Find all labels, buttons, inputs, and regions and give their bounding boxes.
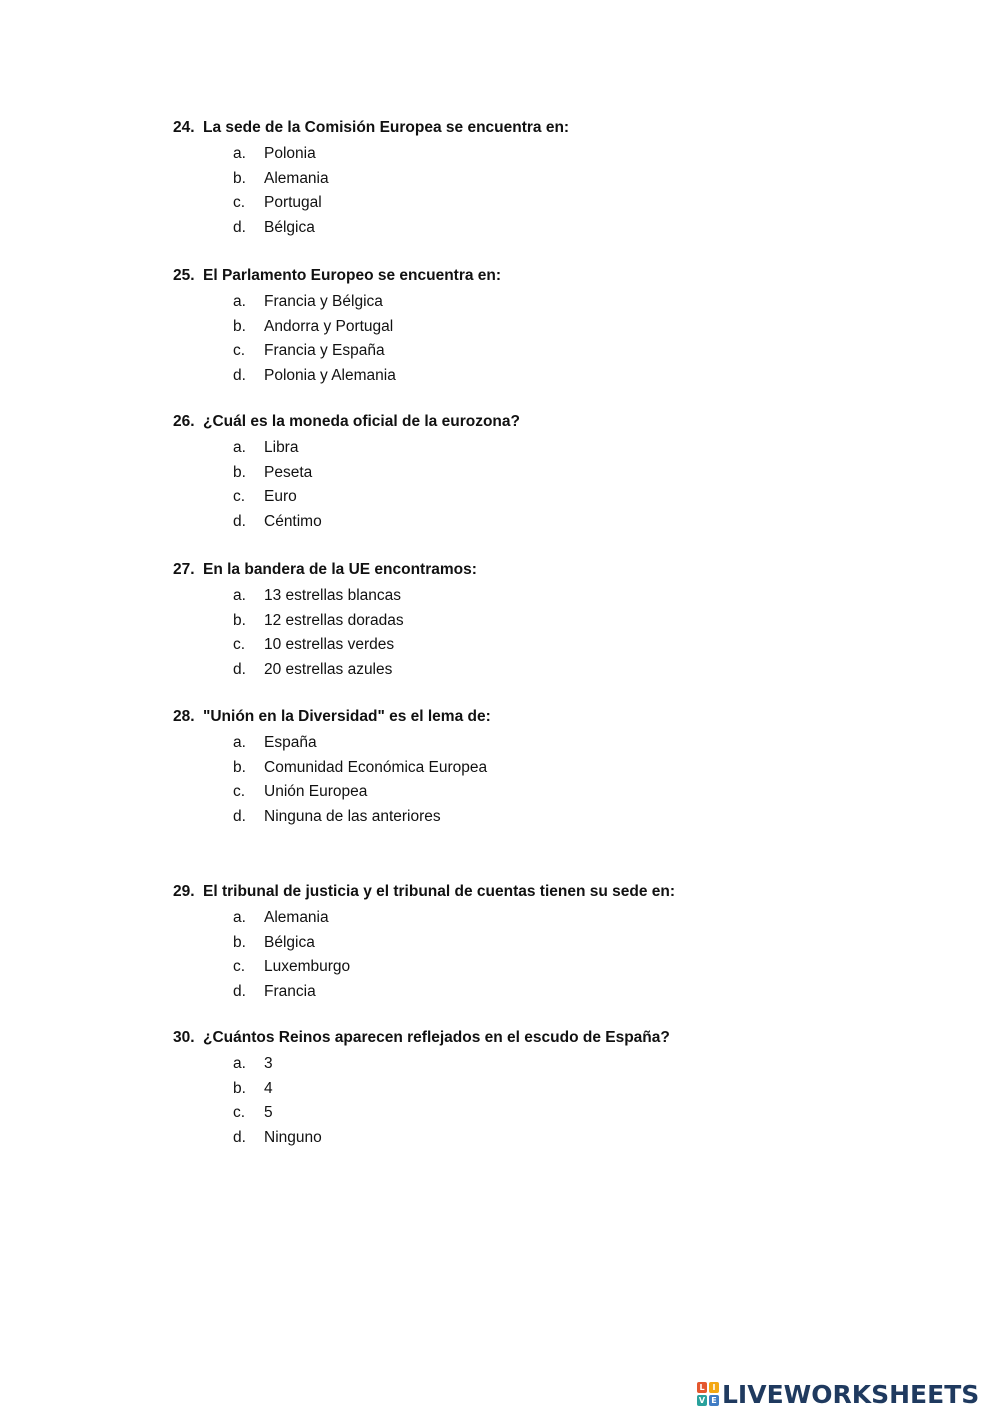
options-list bbox=[173, 142, 933, 240]
option-letter: d. bbox=[233, 366, 246, 384]
question-title bbox=[173, 882, 933, 902]
option-letter: d. bbox=[233, 1128, 246, 1146]
option-d[interactable] bbox=[173, 510, 933, 535]
option-letter: b. bbox=[233, 317, 246, 335]
option-text: 4 bbox=[264, 1079, 273, 1097]
option-c[interactable] bbox=[173, 485, 933, 510]
options-list bbox=[173, 584, 933, 682]
option-letter: d. bbox=[233, 218, 246, 236]
option-text: 13 estrellas blancas bbox=[264, 587, 401, 604]
option-text: Libra bbox=[264, 439, 299, 456]
option-text: Alemania bbox=[264, 909, 329, 926]
option-a[interactable] bbox=[173, 906, 933, 931]
question-title bbox=[173, 118, 933, 138]
option-a[interactable] bbox=[173, 290, 933, 315]
option-a[interactable] bbox=[173, 436, 933, 461]
option-c[interactable] bbox=[173, 633, 933, 658]
option-d[interactable] bbox=[173, 216, 933, 241]
question-26 bbox=[173, 412, 933, 534]
question-text: La sede de la Comisión Europea se encuentra en: bbox=[203, 119, 570, 136]
option-text: Ninguno bbox=[264, 1128, 322, 1146]
logo-tile-icon: I bbox=[709, 1382, 719, 1393]
option-text: Luxemburgo bbox=[264, 958, 351, 976]
option-letter: a. bbox=[233, 145, 246, 162]
options-list bbox=[173, 1052, 933, 1150]
option-b[interactable] bbox=[173, 461, 933, 486]
option-letter: c. bbox=[233, 783, 246, 801]
liveworksheets-logo[interactable] bbox=[697, 1378, 979, 1410]
option-d[interactable] bbox=[173, 364, 933, 389]
question-number: 24. bbox=[173, 119, 195, 136]
option-letter: a. bbox=[233, 293, 246, 310]
logo-tile-icon: L bbox=[697, 1382, 707, 1393]
question-number: 26. bbox=[173, 413, 195, 430]
question-number: 28. bbox=[173, 708, 195, 725]
question-title bbox=[173, 266, 933, 286]
option-text: Euro bbox=[264, 488, 297, 506]
option-letter: c. bbox=[233, 636, 246, 654]
option-text: Céntimo bbox=[264, 512, 322, 530]
option-letter: a. bbox=[233, 734, 246, 751]
option-c[interactable] bbox=[173, 780, 933, 805]
option-letter: c. bbox=[233, 194, 246, 212]
option-text: 12 estrellas doradas bbox=[264, 611, 404, 629]
option-c[interactable] bbox=[173, 1101, 933, 1126]
option-letter: a. bbox=[233, 587, 246, 604]
option-letter: c. bbox=[233, 1104, 246, 1122]
option-b[interactable] bbox=[173, 756, 933, 781]
option-letter: c. bbox=[233, 958, 246, 976]
option-text: Portugal bbox=[264, 194, 322, 212]
option-text: Bélgica bbox=[264, 933, 315, 951]
logo-tile-icon: E bbox=[709, 1395, 719, 1406]
question-text: En la bandera de la UE encontramos: bbox=[203, 561, 477, 578]
question-25 bbox=[173, 266, 933, 388]
option-a[interactable] bbox=[173, 142, 933, 167]
option-letter: b. bbox=[233, 1079, 246, 1097]
option-letter: a. bbox=[233, 1055, 246, 1072]
option-text: 3 bbox=[264, 1055, 273, 1072]
question-29 bbox=[173, 882, 933, 1004]
option-b[interactable] bbox=[173, 167, 933, 192]
option-a[interactable] bbox=[173, 1052, 933, 1077]
option-d[interactable] bbox=[173, 1126, 933, 1151]
option-letter: d. bbox=[233, 807, 246, 825]
option-letter: c. bbox=[233, 342, 246, 360]
option-text: 5 bbox=[264, 1104, 273, 1122]
option-letter: b. bbox=[233, 169, 246, 187]
option-d[interactable] bbox=[173, 805, 933, 830]
option-b[interactable] bbox=[173, 1077, 933, 1102]
question-number: 27. bbox=[173, 561, 195, 578]
option-text: Andorra y Portugal bbox=[264, 317, 394, 335]
option-text: Alemania bbox=[264, 169, 329, 187]
option-text: Polonia y Alemania bbox=[264, 366, 396, 384]
option-b[interactable] bbox=[173, 931, 933, 956]
logo-tile-icon: V bbox=[698, 1396, 706, 1405]
option-text: Unión Europea bbox=[264, 783, 368, 801]
option-text: Francia y España bbox=[264, 342, 385, 360]
option-a[interactable] bbox=[173, 584, 933, 609]
option-c[interactable] bbox=[173, 191, 933, 216]
option-b[interactable] bbox=[173, 609, 933, 634]
question-title bbox=[173, 412, 933, 432]
question-text: El Parlamento Europeo se encuentra en: bbox=[203, 267, 502, 284]
option-letter: b. bbox=[233, 758, 246, 776]
options-list bbox=[173, 290, 933, 388]
option-text: Comunidad Económica Europea bbox=[264, 758, 488, 776]
options-list bbox=[173, 436, 933, 534]
option-letter: a. bbox=[233, 439, 246, 456]
options-list bbox=[173, 731, 933, 829]
option-text: Ninguna de las anteriores bbox=[264, 807, 441, 825]
option-text: Bélgica bbox=[264, 218, 315, 236]
question-text: ¿Cuántos Reinos aparecen reflejados en el escudo de España? bbox=[203, 1029, 670, 1046]
option-letter: d. bbox=[233, 512, 246, 530]
question-24 bbox=[173, 118, 933, 240]
logo-text: LIVEWORKSHEETS bbox=[722, 1379, 980, 1409]
option-a[interactable] bbox=[173, 731, 933, 756]
options-list bbox=[173, 906, 933, 1004]
question-number: 29. bbox=[173, 883, 195, 900]
option-c[interactable] bbox=[173, 955, 933, 980]
question-title bbox=[173, 707, 933, 727]
question-30 bbox=[173, 1028, 933, 1150]
option-text: España bbox=[264, 734, 317, 751]
option-b[interactable] bbox=[173, 315, 933, 340]
option-text: Francia y Bélgica bbox=[264, 293, 383, 310]
option-c[interactable] bbox=[173, 339, 933, 364]
option-text: 10 estrellas verdes bbox=[264, 636, 395, 654]
option-d[interactable] bbox=[173, 980, 933, 1005]
option-text: Francia bbox=[264, 982, 316, 1000]
question-number: 25. bbox=[173, 267, 195, 284]
question-title bbox=[173, 560, 933, 580]
question-text: ¿Cuál es la moneda oficial de la eurozona? bbox=[203, 413, 520, 430]
liveworksheets-logo-icon bbox=[697, 1382, 719, 1406]
option-letter: c. bbox=[233, 488, 246, 506]
option-text: Polonia bbox=[264, 145, 316, 162]
option-letter: d. bbox=[233, 982, 246, 1000]
option-letter: d. bbox=[233, 660, 246, 678]
option-text: 20 estrellas azules bbox=[264, 660, 393, 678]
option-letter: b. bbox=[233, 933, 246, 951]
option-letter: b. bbox=[233, 463, 246, 481]
option-letter: a. bbox=[233, 909, 246, 926]
question-27 bbox=[173, 560, 933, 682]
question-text: El tribunal de justicia y el tribunal de cuentas tienen su sede en: bbox=[203, 883, 676, 900]
option-d[interactable] bbox=[173, 658, 933, 683]
question-28 bbox=[173, 707, 933, 829]
question-text: "Unión en la Diversidad" es el lema de: bbox=[203, 708, 491, 725]
question-title bbox=[173, 1028, 933, 1048]
question-number: 30. bbox=[173, 1029, 195, 1046]
option-text: Peseta bbox=[264, 463, 313, 481]
option-letter: b. bbox=[233, 611, 246, 629]
